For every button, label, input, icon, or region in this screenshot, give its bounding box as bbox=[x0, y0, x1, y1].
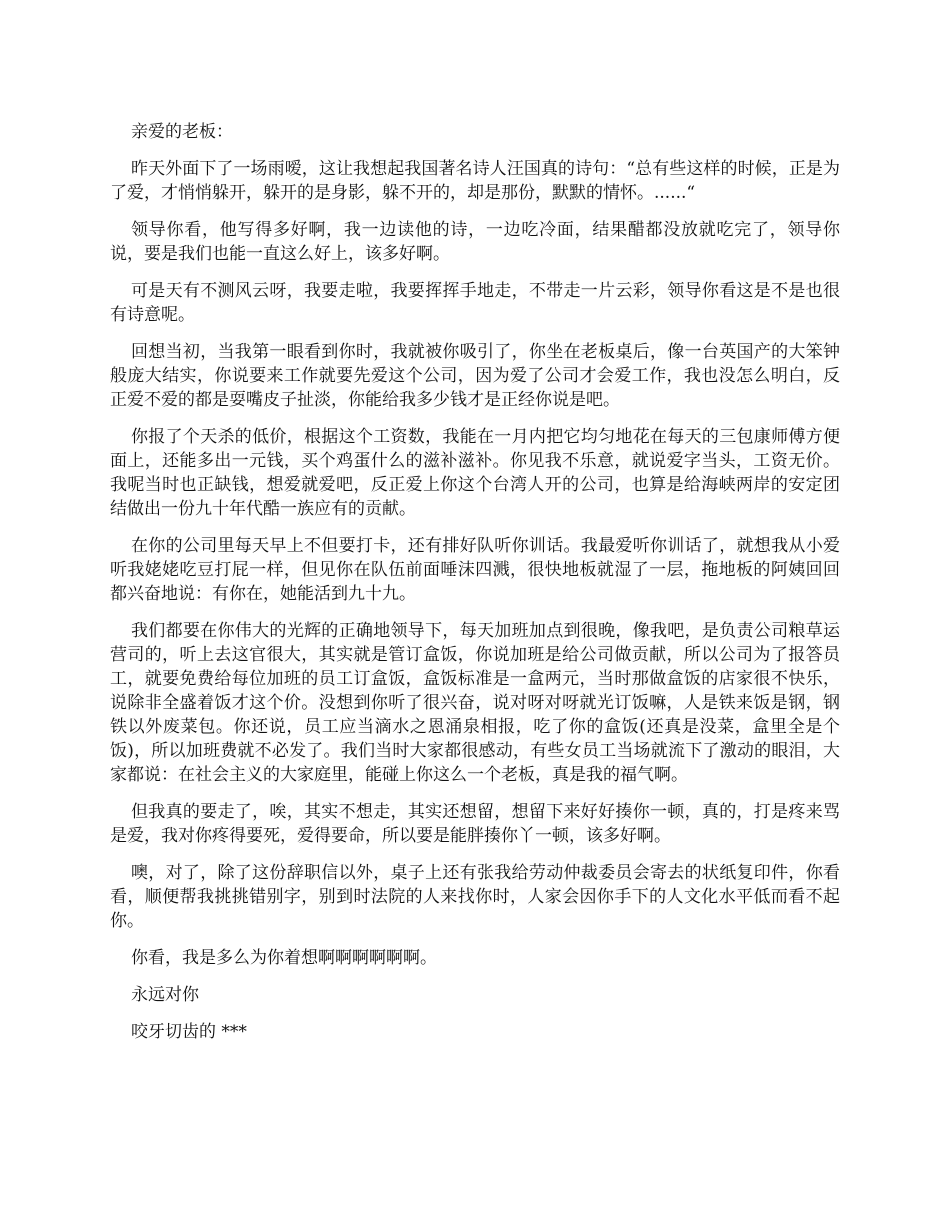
letter-paragraph-2: 领导你看，他写得多好啊，我一边读他的诗，一边吃冷面，结果醋都没放就吃完了，领导你说，要是我们也能一直这么好上，该多好啊。 bbox=[110, 220, 840, 264]
letter-signature: 咬牙切齿的 *** bbox=[131, 1022, 247, 1042]
letter-paragraph-7: 我们都要在你伟大的光辉的正确地领导下，每天加班加点到很晚，像我吧，是负责公司粮草运营司的，听上去这官很大，其实就是管订盒饭，你说加班是给公司做贡献，所以公司为了报答员工，就要免费给每位加班的员工订盒饭，盒饭标准是一盒两元，当时那做盒饭的店家很不快乐，说除非全盛着饭才这个价。没想到你听了很兴奋，说对呀对呀就光订饭嘛，人是铁来饭是钢，钢铁以外废菜包。你还说，员工应当滴水之恩涌泉相报，吃了你的盒饭(还真是没菜，盒里全是个饭)，所以加班费就不必发了。我们当时大家都很感动，有些女员工当场就流下了激动的眼泪，大家都说：在社会主义的大家庭里，能碰上你这么一个老板，真是我的福气啊。 bbox=[110, 621, 840, 785]
letter-paragraph-4: 回想当初，当我第一眼看到你时，我就被你吸引了，你坐在老板桌后，像一台英国产的大笨钟般庞大结实，你说要来工作就要先爱这个公司，因为爱了公司才会爱工作，我也没怎么明白，反正爱不爱的都是耍嘴皮子扯淡，你能给我多少钱才是正经你说是吧。 bbox=[110, 342, 840, 410]
letter-closing: 永远对你 bbox=[131, 985, 199, 1005]
letter-paragraph-6: 在你的公司里每天早上不但要打卡，还有排好队听你训话。我最爱听你训话了，就想我从小爱听我姥姥吃豆打屁一样，但见你在队伍前面唾沫四溅，很快地板就湿了一层，拖地板的阿姨回回都兴奋地说：有你在，她能活到九十九。 bbox=[110, 536, 840, 604]
letter-greeting: 亲爱的老板： bbox=[131, 122, 233, 142]
letter-paragraph-3: 可是天有不测风云呀，我要走啦，我要挥挥手地走，不带走一片云彩，领导你看这是不是也很有诗意呢。 bbox=[110, 281, 840, 325]
letter-paragraph-5: 你报了个天杀的低价，根据这个工资数，我能在一月内把它均匀地花在每天的三包康师傅方便面上，还能多出一元钱，买个鸡蛋什么的滋补滋补。你见我不乐意，就说爱字当头，工资无价。我呢当时也正缺钱，想爱就爱吧，反正爱上你这个台湾人开的公司，也算是给海峡两岸的安定团结做出一份九十年代酷一族应有的贡献。 bbox=[110, 427, 840, 519]
letter-paragraph-10: 你看，我是多么为你着想啊啊啊啊啊啊。 bbox=[131, 948, 437, 968]
letter-paragraph-1: 昨天外面下了一场雨嗳，这让我想起我国著名诗人汪国真的诗句：“总有些这样的时候，正是为了爱，才悄悄躲开，躲开的是身影，躲不开的，却是那份，默默的情怀。......“ bbox=[110, 159, 840, 203]
letter-paragraph-8: 但我真的要走了，唉，其实不想走，其实还想留，想留下来好好揍你一顿，真的，打是疼来骂是爱，我对你疼得要死，爱得要命，所以要是能胖揍你丫一顿，该多好啊。 bbox=[110, 802, 840, 846]
letter-paragraph-9: 噢，对了，除了这份辞职信以外，桌子上还有张我给劳动仲裁委员会寄去的状纸复印件，你看看，顺便帮我挑挑错别字，别到时法院的人来找你时，人家会因你手下的人文化水平低而看不起你。 bbox=[110, 863, 840, 931]
letter-body bbox=[110, 120, 840, 1057]
